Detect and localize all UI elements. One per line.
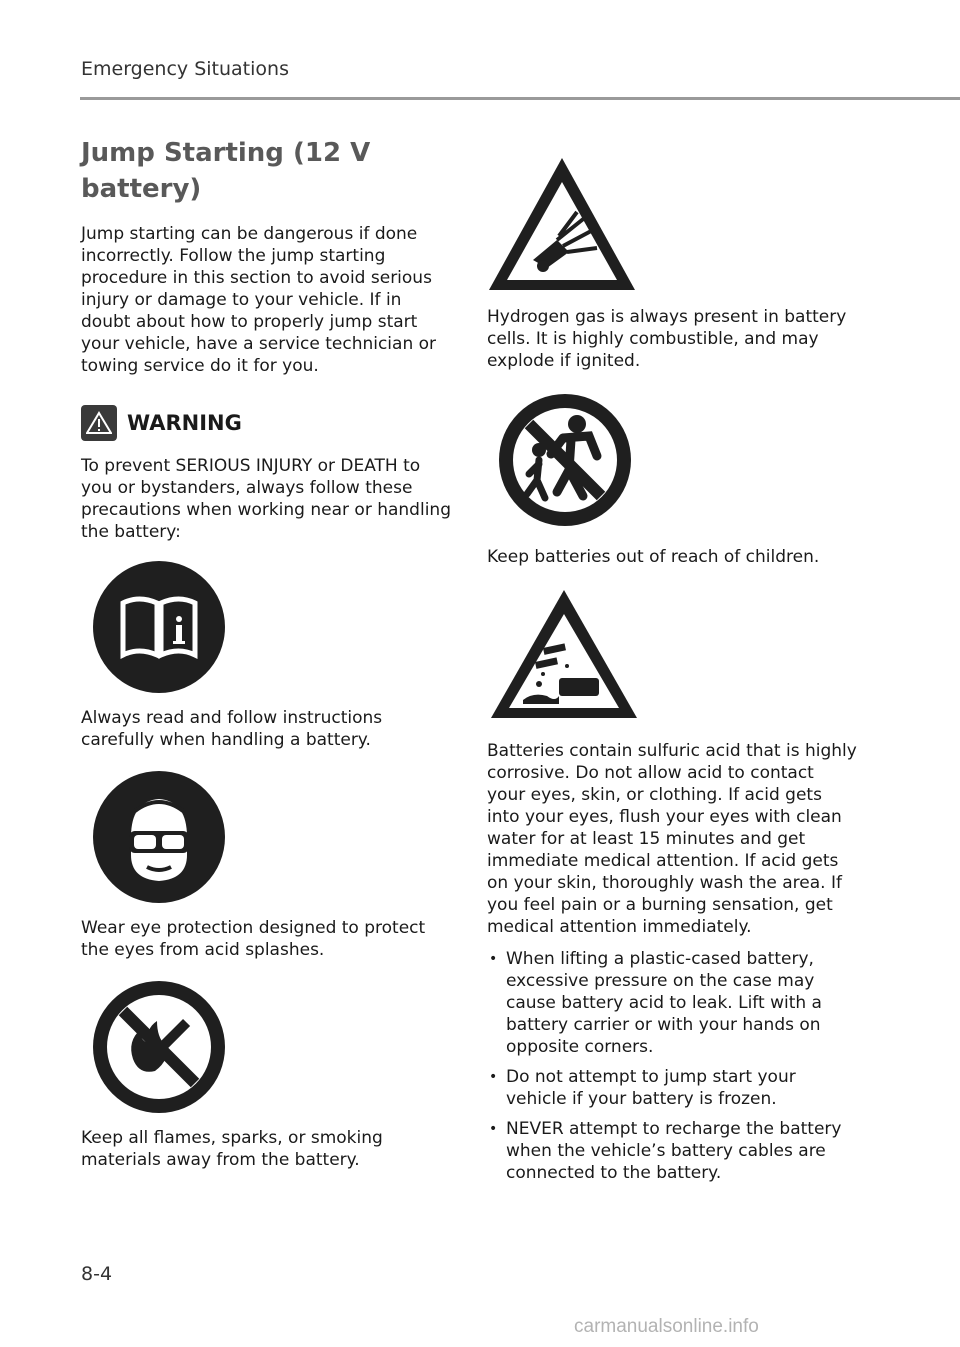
- header-divider: [80, 97, 960, 100]
- list-item: • NEVER attempt to recharge the battery when the vehicle’s battery cables are connected to the battery.: [487, 1118, 857, 1184]
- caption-children: Keep batteries out of reach of children.: [487, 547, 820, 567]
- right-column: [487, 150, 857, 1192]
- intro-paragraph: Jump starting can be dangerous if done incorrectly. Follow the jump starting procedure in this section to avoid serious injury or damage to your vehicle. If in doubt about how to properly jump start your vehicle, have a service technician or towing service do it for you.: [81, 224, 437, 376]
- warning-heading: [81, 405, 451, 441]
- caption-corrosive: Batteries contain sulfuric acid that is highly corrosive. Do not allow acid to contact your eyes, skin, or clothing. If acid gets into your eyes, flush your eyes with clean water for at least 15 minutes and get immediate medical attention. If acid gets on your skin, thoroughly wash the area. If you feel pain or a burning sensation, get medical attention immediately.: [487, 741, 857, 937]
- warning-label: WARNING: [127, 411, 242, 435]
- explosion-warning-icon: [487, 156, 857, 292]
- page-number: 8-4: [81, 1263, 113, 1285]
- keep-away-children-icon: [499, 394, 857, 526]
- caption-read-manual: Always read and follow instructions carefully when handling a battery.: [81, 708, 383, 750]
- warning-icon: [81, 405, 117, 441]
- eye-protection-icon: [93, 771, 451, 903]
- caption-eye-protection: Wear eye protection designed to protect the eyes from acid splashes.: [81, 918, 426, 960]
- page-title: Jump Starting (12 V battery): [81, 138, 371, 204]
- watermark: carmanualsonline.info: [574, 1316, 759, 1337]
- list-item: • When lifting a plastic-cased battery, excessive pressure on the case may cause battery acid to leak. Lift with a battery carrier or with your hands on opposite corners.: [487, 948, 857, 1058]
- section-title: Emergency Situations: [81, 58, 289, 80]
- caption-explosion: Hydrogen gas is always present in battery cells. It is highly combustible, and may explode if ignited.: [487, 307, 847, 371]
- precautions-list: [487, 948, 857, 1184]
- warning-text: To prevent SERIOUS INJURY or DEATH to you or bystanders, always follow these precautions when working near or handling the battery:: [81, 456, 451, 542]
- corrosive-warning-icon: [489, 588, 857, 720]
- read-manual-icon: [93, 561, 451, 693]
- left-column: [81, 135, 451, 1191]
- caption-no-flames: Keep all flames, sparks, or smoking materials away from the battery.: [81, 1128, 383, 1170]
- no-flames-icon: [93, 981, 451, 1113]
- list-item: • Do not attempt to jump start your vehicle if your battery is frozen.: [487, 1066, 857, 1110]
